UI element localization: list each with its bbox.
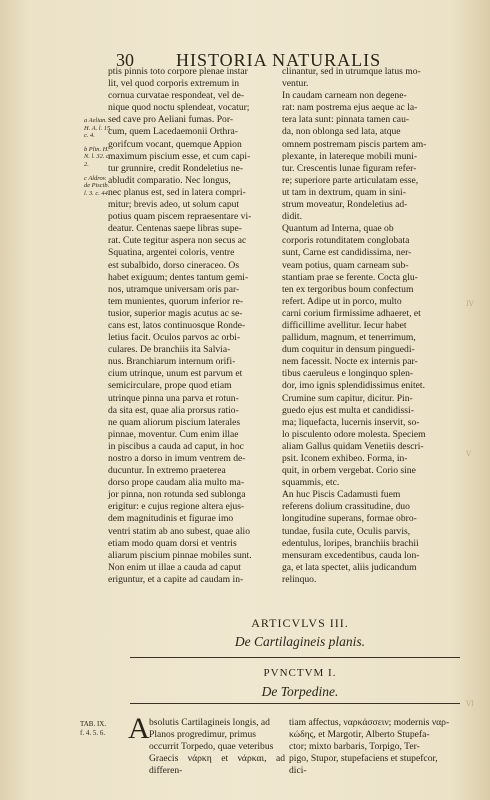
- text-line: pinnae, moventur. Cum enim illae: [108, 428, 239, 440]
- text-line: stantiam prae se ferente. Cocta glu-: [282, 271, 418, 283]
- text-line: ventur.: [282, 78, 309, 90]
- text-line: semicirculare, prope quod etiam: [108, 380, 232, 392]
- text-line: squammis, etc.: [282, 477, 340, 489]
- text-line: strum moveatur, Rondeletius ad-: [282, 199, 408, 211]
- text-line: rat. Cute tegitur aspera non secus ac: [108, 235, 247, 247]
- text-line: Planos progredimur, primus: [149, 729, 257, 740]
- text-line: maximum piscium esse, et cum capi-: [108, 150, 251, 162]
- text-line: difficillime avellitur. Iecur habet: [282, 319, 407, 331]
- text-line: ventri statim ab ano subest, quae alio: [108, 525, 251, 537]
- text-line: ga, et lata spectet, aliis judicandum: [282, 561, 417, 573]
- text-line: culares. De branchiis ita Salvia-: [108, 344, 231, 356]
- bleed-through-mark: VI: [466, 700, 474, 708]
- text-line: dem magnitudinis et figurae imo: [108, 513, 234, 525]
- text-line: tur grunnire, credit Rondeletius ne-: [108, 162, 244, 174]
- text-line: lo pisculento odore molesta. Speciem: [282, 428, 426, 440]
- margin-note: c Aldrov. de Piscib. l. 3. c. 44.: [84, 174, 110, 197]
- text-line: cornua curvatae respondeat, vel de-: [108, 90, 245, 102]
- text-line: nostro a dorso in imum ventrem de-: [108, 453, 246, 464]
- text-line: tera lata sunt: pinnata tamen cau-: [282, 114, 410, 126]
- right-column: [282, 66, 447, 586]
- final-left-column: [149, 717, 285, 777]
- text-line: An huc Piscis Cadamusti fuem: [282, 489, 401, 501]
- text-line: In caudam carneam non degene-: [282, 90, 407, 102]
- margin-note: b Plin. H. N. l. 32. c. 2.: [84, 145, 111, 168]
- text-line: aliarum piscium pinnae mobiles sunt.: [108, 549, 252, 561]
- bleed-through-mark: IV: [466, 300, 474, 308]
- text-line: est subalbido, dorso cineraceo. Os: [108, 259, 240, 271]
- left-column: [108, 66, 272, 586]
- text-line: cium utrinque, unum est parvum et: [108, 368, 243, 380]
- text-line: mensuram excedentibus, cauda lon-: [282, 549, 420, 561]
- text-line: nos, utramque universam oris par-: [108, 283, 240, 295]
- text-line: bsolutis Cartilagineis longis, ad: [149, 717, 270, 728]
- text-line: longitudine superans, formae obro-: [282, 513, 417, 525]
- text-line: dum coquitur in densum pinguedi-: [282, 344, 415, 356]
- text-line: didit.: [282, 211, 302, 223]
- article-title: De Cartilagineis planis.: [234, 634, 366, 649]
- text-line: abludit comparatio. Nec longus,: [108, 174, 231, 186]
- text-line: tundae, fusila cute, Oculis parvis,: [282, 525, 411, 537]
- text-line: plexante, in latereque mobili muni-: [282, 150, 418, 162]
- text-line: nus. Branchiarum internum orifi-: [108, 356, 236, 368]
- text-line: cans est, latos continuosque Ronde-: [108, 319, 246, 331]
- text-line: eriguntur, et a capite ad caudam in-: [108, 573, 244, 585]
- text-line: Graecis νάρκη et νάρκαι, ad differen-: [149, 753, 285, 776]
- text-line: ut tam in dextrum, quam in sini-: [282, 186, 406, 198]
- text-line: da, non oblonga sed lata, atque: [282, 126, 401, 138]
- text-line: rat: nam postrema ejus aeque ac la-: [282, 102, 418, 114]
- text-line: occurrit Torpedo, quae veteribus: [149, 741, 274, 752]
- text-line: erigitur: e cujus regione altera ejus-: [108, 501, 245, 513]
- text-line: tiam affectus, ναρκάσσειν; modernis ναρ-: [289, 717, 450, 728]
- plate-label: TAB. IX.: [80, 720, 107, 728]
- punctum-title: De Torpedine.: [261, 684, 339, 699]
- text-line: ten ex tergoribus boum confectum: [282, 283, 414, 295]
- text-line: tibus caeruleus e longinquo splen-: [282, 368, 414, 380]
- text-line: dor, imo ignis splendidissimus enitet.: [282, 380, 425, 392]
- text-line: letius facit. Oculos parvos ac orbi-: [108, 332, 241, 344]
- text-line: pallidum, magnum, et tenerrimum,: [282, 332, 416, 344]
- margin-note: a Aelian. H. A. l. 15. c. 4.: [84, 117, 112, 140]
- text-line: ptis pinnis toto corpore plenae instar: [108, 66, 248, 77]
- text-line: nec planus est, sed in latera compri-: [108, 186, 246, 198]
- text-line: potius quam piscem repraesentare vi-: [108, 211, 252, 223]
- text-line: da sita est, quae alia prorsus ratio-: [108, 404, 239, 416]
- divider-rule: [130, 703, 460, 704]
- text-line: quit, in orbem vergebat. Corio sine: [282, 465, 416, 477]
- text-line: in piscibus a cauda ad caput, in hoc: [108, 440, 244, 452]
- text-line: cum, quem Lacedaemonii Orthra-: [108, 126, 238, 138]
- text-line: nem facessit. Nocte ex internis par-: [282, 356, 418, 368]
- article-label: ARTICVLVS III.: [251, 616, 349, 630]
- text-line: Quantum ad Interna, quae ob: [282, 223, 394, 235]
- text-line: Crumine sum capitur, dicitur. Pin-: [282, 392, 413, 404]
- text-line: Squatina, argentei coloris, ventre: [108, 247, 235, 259]
- drop-cap: A: [128, 712, 150, 745]
- text-line: omnem postremam piscis partem am-: [282, 138, 427, 150]
- text-line: gorifcum vocant, quemque Appion: [108, 138, 242, 150]
- divider-rule: [130, 657, 460, 658]
- text-line: Non enim ut illae a cauda ad caput: [108, 561, 241, 573]
- text-line: dorso prope caudam alia multo ma-: [108, 477, 245, 489]
- punctum-label: PVNCTVM I.: [263, 667, 337, 679]
- text-line: ctor; mixto barbaris, Torpigo, Ter-: [289, 741, 420, 752]
- text-line: refert. Adipe ut in porco, multo: [282, 295, 402, 307]
- text-line: deatur. Centenas saepe libras supe-: [108, 223, 242, 235]
- text-line: ducuntur. In extremo praeterea: [108, 465, 226, 477]
- text-line: tur. Crescentis lunae figuram refer-: [282, 162, 417, 174]
- text-line: ma; liquefacta, lucernis inservit, so-: [282, 416, 420, 428]
- text-line: utrinque pinna una parva et rotun-: [108, 392, 239, 404]
- text-line: referens dolium crassitudine, duo: [282, 501, 410, 513]
- text-line: tusior, superior magis acutus ac se-: [108, 307, 243, 319]
- text-line: pigo, Stupor, stupefaciens et stupefcor,: [289, 753, 438, 764]
- running-title: HISTORIA NATURALIS: [176, 50, 382, 70]
- figure-numbers: f. 4. 5. 6.: [80, 729, 106, 737]
- text-line: veam potius, quam carneam sub-: [282, 259, 409, 271]
- text-line: aliam Gallus quidam Venetiis descri-: [282, 440, 424, 452]
- text-line: etiam modo quam dorsi et ventris: [108, 537, 237, 549]
- text-line: psit. Iconem exhibeo. Forma, in-: [282, 453, 408, 464]
- text-line: carni corium firmissime adhaeret, et: [282, 307, 421, 319]
- text-line: guedo ejus est multa et candidissi-: [282, 404, 414, 416]
- text-line: dici-: [289, 765, 307, 776]
- text-line: habet exiguum; dentes tantum gemi-: [108, 271, 249, 283]
- text-line: κώδης, et Margotir, Alberto Stupefa-: [289, 729, 430, 740]
- text-line: clinantur, sed in utrumque latus mo-: [282, 66, 421, 77]
- text-line: relinquo.: [282, 573, 317, 585]
- text-line: sunt, Carne est candidissima, ner-: [282, 247, 412, 259]
- text-line: jor pinna, non rotunda sed sublonga: [108, 489, 246, 501]
- text-line: ne quam aliorum piscium laterales: [108, 416, 241, 428]
- text-line: mitur; brevis adeo, ut solum caput: [108, 199, 240, 211]
- text-line: lit, vel quod corporis extremum in: [108, 78, 240, 90]
- bleed-through-mark: V: [466, 450, 472, 458]
- page-number: 30: [116, 50, 134, 70]
- plate-reference: [80, 720, 106, 738]
- text-line: re; superiore parte articulatam esse,: [282, 174, 419, 186]
- text-line: corporis rotunditatem conglobata: [282, 235, 410, 247]
- text-line: sed cave pro Aeliani fumas. Por-: [108, 114, 234, 126]
- text-line: edentulus, loripes, branchiis brachii: [282, 537, 419, 549]
- final-right-column: [289, 717, 455, 777]
- text-line: nique quod noctu splendeat, vocatur;: [108, 102, 250, 114]
- text-line: tem munientes, quorum inferior re-: [108, 295, 244, 307]
